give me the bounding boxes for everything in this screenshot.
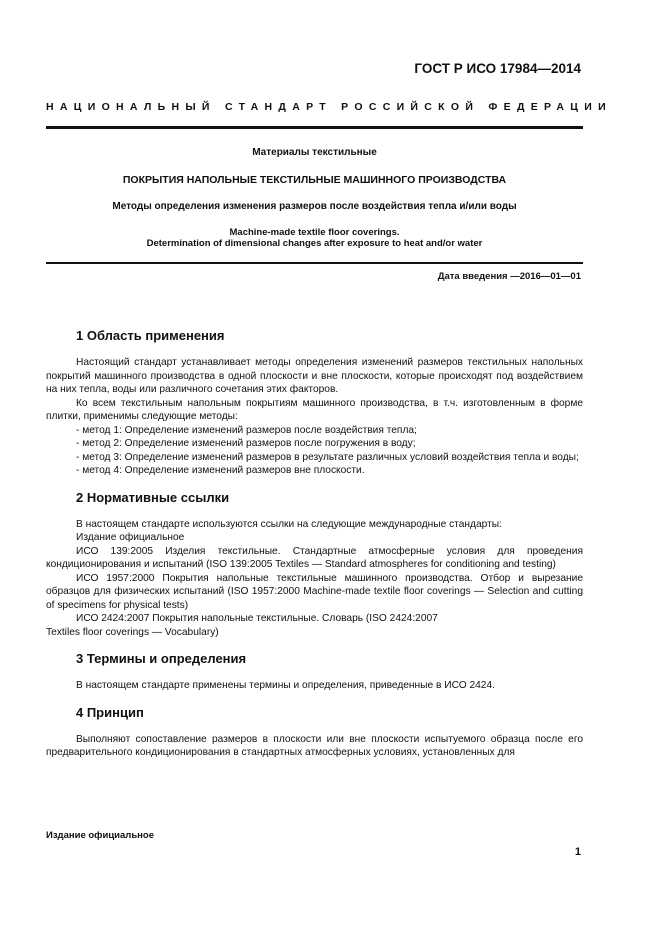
page-number: 1 — [574, 846, 581, 858]
section-heading: 1 Область применения — [76, 328, 225, 343]
section-scope — [46, 328, 583, 478]
list-item: - метод 2: Определение изменений размеров после погружения в воду; — [76, 438, 416, 449]
section-terms — [46, 651, 583, 693]
paragraph: Ко всем текстильным напольным покрытиям машинного производства, в т.ч. изготовленным в форме плитки, применимы следующие методы: — [46, 397, 583, 422]
standard-code: ГОСТ Р ИСО 17984—2014 — [414, 61, 581, 76]
introduction-date: Дата введения —2016—01—01 — [437, 271, 581, 282]
paragraph: В настоящем стандарте применены термины и определения, приведенные в ИСО 2424. — [76, 680, 495, 691]
paragraph: ИСО 139:2005 Изделия текстильные. Стандартные атмосферные условия для проведения кондиционирования и испытаний (ISO 139:2005 Textiles — Standard atmospheres for conditioning and testing) — [46, 545, 583, 570]
section-heading: 2 Нормативные ссылки — [76, 489, 230, 505]
paragraph: Издание официальное — [76, 532, 185, 543]
paragraph: В настоящем стандарте используются ссылки на следующие международные стандарты: — [76, 518, 502, 530]
paragraph: Textiles floor coverings — Vocabulary) — [46, 626, 219, 638]
list-item: - метод 4: Определение изменений размеров вне плоскости. — [76, 465, 365, 476]
section-heading: 3 Термины и определения — [76, 651, 247, 666]
section-principle — [46, 705, 583, 760]
paragraph: ИСО 1957:2000 Покрытия напольные текстильные машинного производства. Отбор и вырезание образцов для физических испытаний (ISO 1957:2000 Machine-made textile floor coverings — Selection and cutting of specimens for physical tests) — [46, 572, 583, 611]
edition-note: Издание официальное — [46, 830, 154, 841]
national-standard-title: НАЦИОНАЛЬНЫЙ СТАНДАРТ РОССИЙСКОЙ ФЕДЕРАЦИИ — [46, 101, 612, 113]
main-title: ПОКРЫТИЯ НАПОЛЬНЫЕ ТЕКСТИЛЬНЫЕ МАШИННОГО ПРОИЗВОДСТВА — [122, 174, 507, 186]
header-divider — [46, 126, 583, 129]
methods-title: Методы определения изменения размеров после воздействия тепла и/или воды — [112, 201, 517, 212]
paragraph: Настоящий стандарт устанавливает методы определения изменений размеров текстильных напольных покрытий машинного производства в одной плоскости и вне плоскости, которые происходят под воздействием на них тепла, воды или различного сочетания этих факторов. — [46, 357, 583, 395]
english-title-line-1: Machine-made textile floor coverings. — [229, 227, 400, 238]
paragraph: Выполняют сопоставление размеров в плоскости или вне плоскости испытуемого образца после его предварительного кондиционирования в стандартных атмосферных условиях, установленных для — [46, 733, 583, 758]
list-item: - метод 3: Определение изменений размеров в результате различных условий воздействия тепла и воды; — [76, 451, 579, 463]
section-heading: 4 Принцип — [76, 704, 144, 720]
title-divider — [46, 262, 583, 264]
english-title-line-2: Determination of dimensional changes after exposure to heat and/or water — [146, 238, 483, 249]
paragraph: ИСО 2424:2007 Покрытия напольные текстильные. Словарь (ISO 2424:2007 — [76, 613, 438, 624]
section-normative-references — [46, 490, 583, 640]
list-item: - метод 1: Определение изменений размеров после воздействия тепла; — [76, 424, 417, 436]
document-body — [46, 328, 583, 772]
material-subtitle: Материалы текстильные — [252, 147, 377, 158]
